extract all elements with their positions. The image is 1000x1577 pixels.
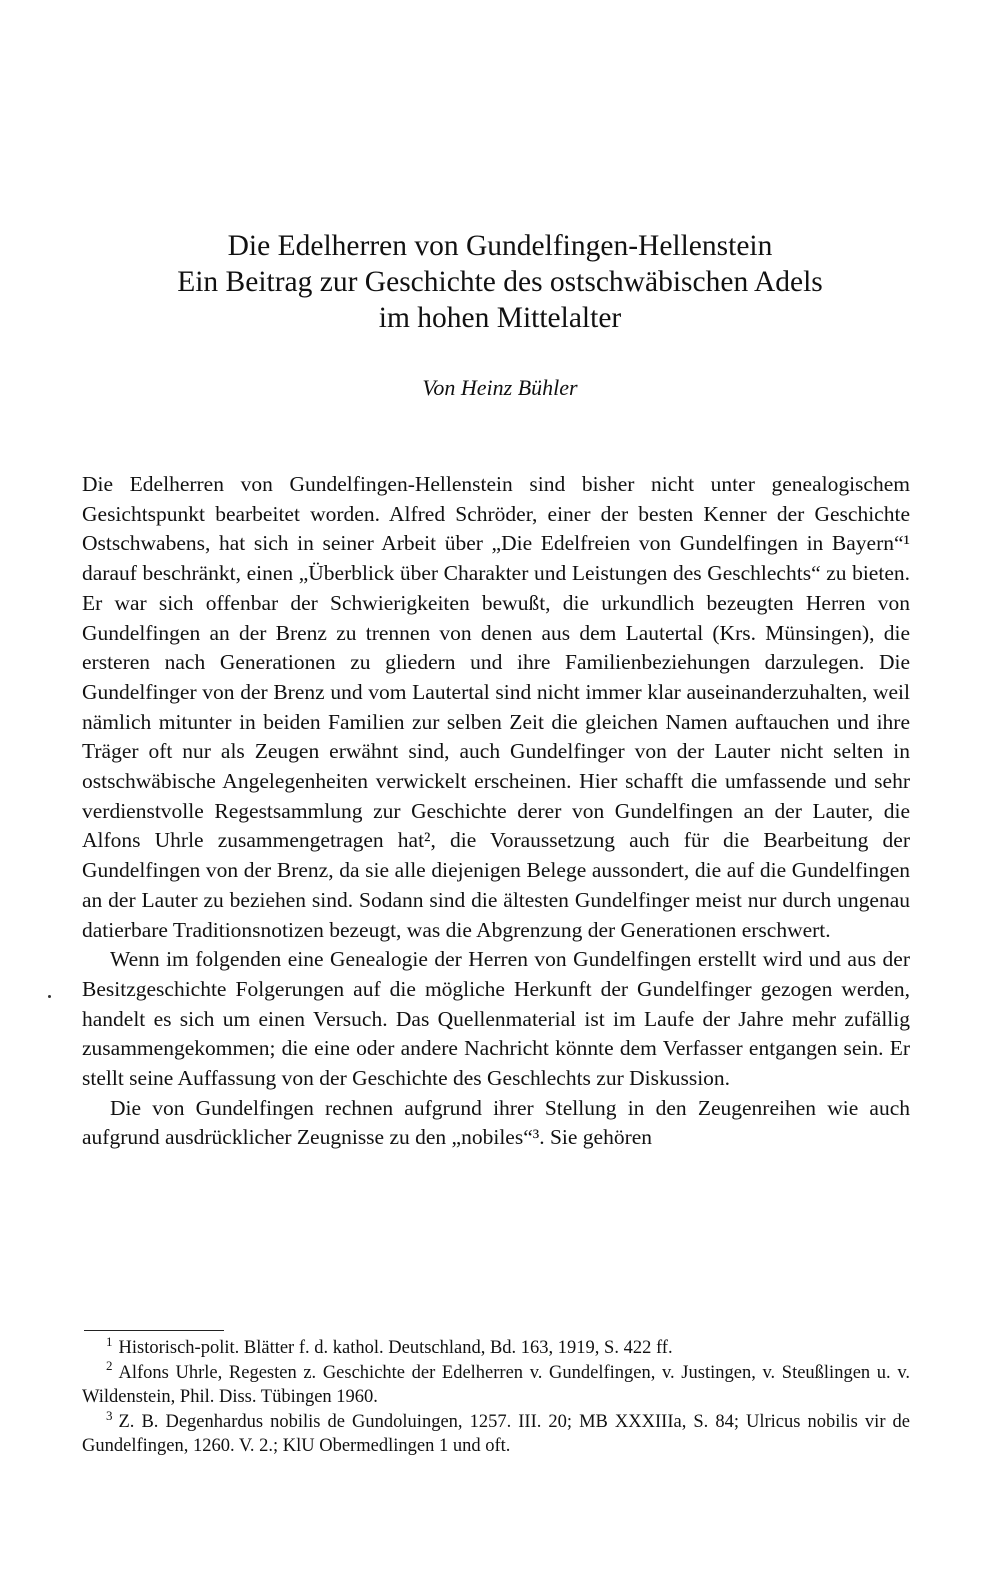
footnote-number: 1 (106, 1333, 113, 1349)
footnote-1 (82, 1333, 910, 1361)
footnote-divider (84, 1330, 224, 1331)
scan-speck (48, 995, 51, 998)
title-line-2: Ein Beitrag zur Geschichte des ostschwäbischen Adels (177, 266, 823, 298)
title-line-1: Die Edelherren von Gundelfingen-Hellenstein (227, 230, 773, 262)
footnote-number: 3 (106, 1407, 113, 1423)
paragraph-1: Die Edelherren von Gundelfingen-Hellenstein sind bisher nicht unter genealogischem Gesichtspunkt bearbeitet worden. Alfred Schröder, einer der besten Kenner der Geschichte Ostschwabens, hat sich in seiner Arbeit über „Die Edelfreien von Gundelfingen in Bayern“¹ darauf beschränkt, einen „Überblick über Charakter und Leistungen des Geschlechts“ zu bieten. Er war sich offenbar der Schwierigkeiten bewußt, die urkundlich bezeugten Herren von Gundelfingen an der Brenz zu trennen von denen aus dem Lautertal (Krs. Münsingen), die ersteren nach Generationen zu gliedern und ihre Familienbeziehungen darzulegen. Die Gundelfinger von der Brenz und vom Lautertal sind nicht immer klar auseinanderzuhalten, weil nämlich mitunter in beiden Familien zur selben Zeit die gleichen Namen auftauchen und ihre Träger oft nur als Zeugen erwähnt sind, auch Gundelfinger von der Lauter nicht selten in ostschwäbische Angelegenheiten verwickelt erscheinen. Hier schafft die umfassende und sehr verdienstvolle Regestsammlung zur Geschichte derer von Gundelfingen an der Lauter, die Alfons Uhrle zusammengetragen hat², die Voraussetzung auch für die Bearbeitung der Gundelfingen von der Brenz, da sie alle diejenigen Belege aussondert, die auf die Gundelfingen an der Lauter zu beziehen sind. Sodann sind die ältesten Gundelfinger meist nur durch ungenau datierbare Traditionsnotizen bezeugt, was die Abgrenzung der Generationen erschwert. (82, 472, 910, 942)
footnote-text: Historisch-polit. Blätter f. d. kathol. Deutschland, Bd. 163, 1919, S. 422 ff. (118, 1338, 673, 1358)
body-text (82, 470, 910, 1153)
title-line-3: im hohen Mittelalter (378, 302, 622, 334)
footnote-3 (82, 1407, 910, 1459)
paragraph-2: Wenn im folgenden eine Genealogie der Herren von Gundelfingen erstellt wird und aus der Besitzgeschichte Folgerungen auf die mögliche Herkunft der Gundelfinger gezogen werden, handelt es sich um einen Versuch. Das Quellenmaterial ist im Laufe der Jahre mehr zufällig zusammengekommen; die eine oder andere Nachricht könnte dem Verfasser entgangen sein. Er stellt seine Auffassung von der Geschichte des Geschlechts zur Diskussion. (82, 947, 910, 1091)
article-title (100, 228, 900, 336)
footnote-2 (82, 1358, 910, 1410)
author-byline: Von Heinz Bühler (422, 375, 578, 400)
footnote-text: Z. B. Degenhardus nobilis de Gundoluingen, 1257. III. 20; MB XXXIIIa, S. 84; Ulricus nobilis vir de Gundelfingen, 1260. V. 2.; KlU Obermedlingen 1 und oft. (82, 1411, 910, 1457)
paragraph-3: Die von Gundelfingen rechnen aufgrund ihrer Stellung in den Zeugenreihen wie auch aufgrund ausdrücklicher Zeugnisse zu den „nobiles“³. Sie gehören (82, 1095, 910, 1150)
footnote-number: 2 (106, 1358, 113, 1374)
footnotes (82, 1333, 910, 1459)
footnote-text: Alfons Uhrle, Regesten z. Geschichte der Edelherren v. Gundelfingen, v. Justingen, v. Steußlingen u. v. Wildenstein, Phil. Diss. Tübingen 1960. (82, 1362, 910, 1408)
